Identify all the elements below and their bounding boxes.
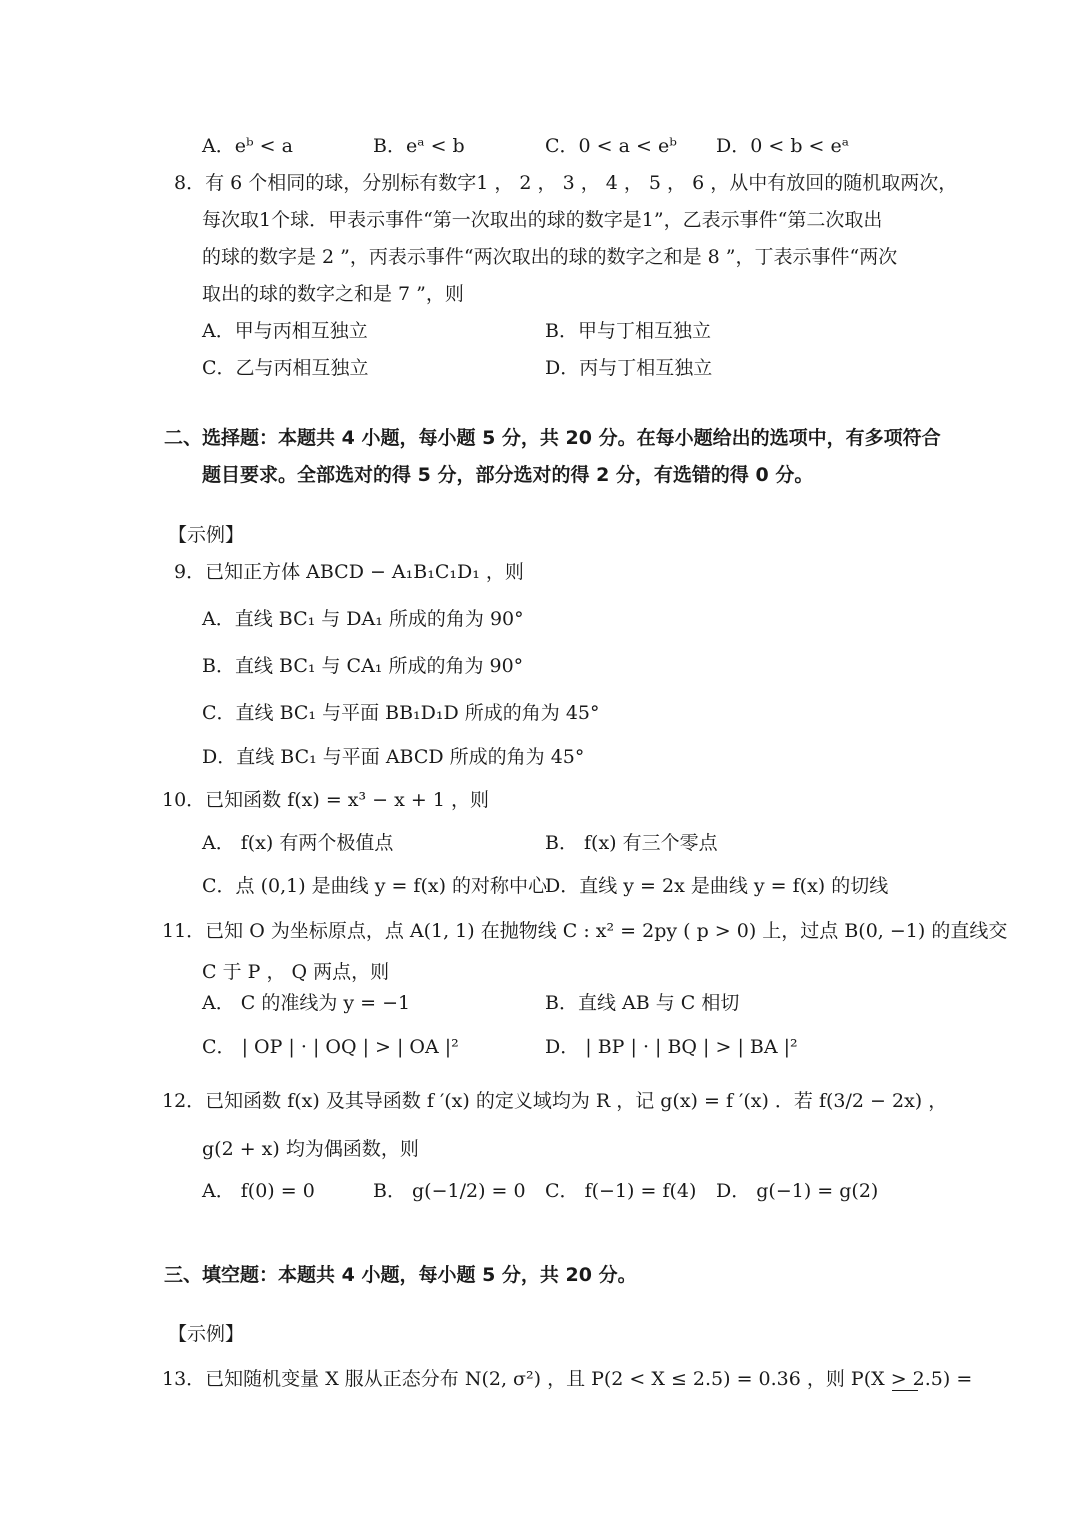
- q12-stem-line-1: 12．已知函数 f(x) 及其导函数 f ′(x) 的定义域均为 R ，记 g(x) = f ′(x) ．若 f(3/2 − 2x) ，: [162, 1090, 948, 1112]
- q11-option-c: C． | OP | · | OQ | > | OA |²: [202, 1036, 459, 1058]
- q13-stem: 13．已知随机变量 X 服从正态分布 N(2, σ²) ，且 P(2 < X ≤ 2.5) = 0.36 ，则 P(X > 2.5) =: [162, 1368, 973, 1390]
- q7-option-a: A．eᵇ < a: [202, 135, 293, 157]
- q8-stem-line-4: 取出的球的数字之和是 7 ”，则: [202, 283, 464, 305]
- q9-option-a: A．直线 BC₁ 与 DA₁ 所成的角为 90°: [202, 608, 524, 630]
- q10-option-b: B． f(x) 有三个零点: [545, 832, 718, 854]
- q8-stem-line-2: 每次取1个球．甲表示事件“第一次取出的球的数字是1”，乙表示事件“第二次取出: [202, 209, 883, 231]
- q11-option-d: D． | BP | · | BQ | > | BA |²: [545, 1036, 798, 1058]
- q7-option-b: B．eᵃ < b: [373, 135, 465, 157]
- q8-option-c: C．乙与丙相互独立: [202, 357, 369, 379]
- q12-option-b: B． g(−1/2) = 0: [373, 1180, 526, 1202]
- q10-stem: 10．已知函数 f(x) = x³ − x + 1 ，则: [162, 789, 489, 811]
- q9-stem: 9．已知正方体 ABCD − A₁B₁C₁D₁ ，则: [174, 561, 524, 583]
- q8-stem-line-1: 8．有 6 个相同的球，分别标有数字1 ， 2 ， 3 ， 4 ， 5 ， 6 ，从中有放回的随机取两次，: [174, 172, 958, 194]
- section-3-example-label: 【示例】: [168, 1323, 245, 1345]
- q12-option-c: C． f(−1) = f(4): [545, 1180, 697, 1202]
- q10-option-d: D．直线 y = 2x 是曲线 y = f(x) 的切线: [545, 875, 889, 897]
- q13-answer-blank[interactable]: [892, 1390, 918, 1391]
- q9-option-c: C．直线 BC₁ 与平面 BB₁D₁D 所成的角为 45°: [202, 702, 600, 724]
- q10-option-a: A． f(x) 有两个极值点: [202, 832, 394, 854]
- q11-stem-line-1: 11．已知 O 为坐标原点，点 A(1, 1) 在抛物线 C : x² = 2py ( p > 0) 上，过点 B(0, −1) 的直线交: [162, 920, 1008, 942]
- q8-stem-line-3: 的球的数字是 2 ”，丙表示事件“两次取出的球的数字之和是 8 ”，丁表示事件“两次: [202, 246, 898, 268]
- q10-option-c: C．点 (0,1) 是曲线 y = f(x) 的对称中心: [202, 875, 548, 897]
- q7-option-d: D．0 < b < eᵃ: [716, 135, 850, 157]
- q9-option-d: D．直线 BC₁ 与平面 ABCD 所成的角为 45°: [202, 746, 585, 768]
- q11-option-a: A． C 的准线为 y = −1: [202, 992, 411, 1014]
- q11-stem-line-2: C 于 P ， Q 两点，则: [202, 961, 390, 983]
- q8-option-b: B．甲与丁相互独立: [545, 320, 711, 342]
- q12-stem-line-2: g(2 + x) 均为偶函数，则: [202, 1138, 419, 1160]
- section-2-example-label: 【示例】: [168, 524, 245, 546]
- q12-option-a: A． f(0) = 0: [202, 1180, 315, 1202]
- q8-option-d: D．丙与丁相互独立: [545, 357, 713, 379]
- q9-option-b: B．直线 BC₁ 与 CA₁ 所成的角为 90°: [202, 655, 524, 677]
- section-2-heading-line-1: 二、选择题：本题共 4 小题，每小题 5 分，共 20 分。在每小题给出的选项中，有多项符合: [164, 427, 941, 449]
- section-3-heading: 三、填空题：本题共 4 小题，每小题 5 分，共 20 分。: [164, 1264, 637, 1286]
- q7-option-c: C．0 < a < eᵇ: [545, 135, 677, 157]
- q11-option-b: B．直线 AB 与 C 相切: [545, 992, 740, 1014]
- q12-option-d: D． g(−1) = g(2): [716, 1180, 879, 1202]
- section-2-heading-line-2: 题目要求。全部选对的得 5 分，部分选对的得 2 分，有选错的得 0 分。: [202, 464, 814, 486]
- q8-option-a: A．甲与丙相互独立: [202, 320, 368, 342]
